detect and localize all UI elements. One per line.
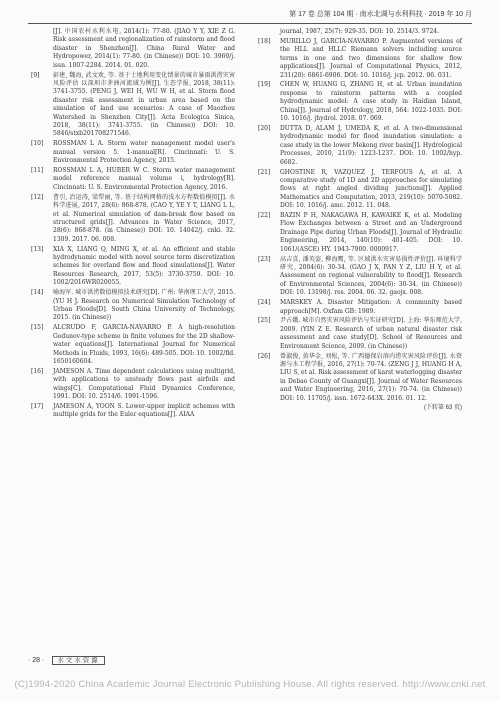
page-number: · 28 · (28, 657, 45, 664)
reference-text: BAZIN P H, NAKAGAWA H, KAWAIKE K, et al. Modeling Flow Exchanges between a Street and an Underground Drainage Pipe during Urban Floods[J]. Journal of Hydraulic Engineering, 2014, 140(10): 401-405. DOI: 10. 1061/(ASCE) HY. 1943-7900. 0000917. (280, 212, 462, 253)
reference-continued-left: [J]. 中国农村水利水电, 2014(1): 77-80. (JIAO Y Y, XIE Z G. Risk assessment and regionalization of rainstorm and flood disaster in Shenzhen[J]. China Rural Water and Hydropower, 2014(1): 77-80. (in Chinese)) DOI: 10. 3969/j. issn. 1007-2284. 2014. 01. 020. (53, 28, 235, 69)
reference-number: [9] (31, 71, 40, 79)
reference-text: MARSKEY A. Disaster Mitigation: A community based approach[M]. Oxfam GB: 1989. (280, 299, 462, 315)
section-label: 水文水资源 (52, 656, 105, 665)
reference-number: [26] (258, 352, 271, 360)
reference-number: [11] (31, 167, 44, 174)
reference-text: 尹占娥. 城市自然灾害风险评估与实证研究[D]. 上海: 华东师范大学, 2009. (YIN Z E. Research of urban natural disaster risk assessment and case study[D]. School of Resources and Environment Science, 2009. (in Chinese)) (280, 317, 462, 350)
reference-text: DUTTA D, ALAM J, UMEDA K, et al. A two-dimensional hydrodynamic model for flood inundation simulation: a case study in the lower Mekong river basin[J]. Hydrological Processes, 2010, 21(9): 1223-1237. DOI: 10. 1002/hyp. 6682. (280, 124, 462, 166)
reference-item (258, 212, 462, 254)
left-reference-list (31, 72, 235, 420)
reference-item (31, 289, 235, 323)
reference-continued-right: journal, 1987, 25(7): 929-35. DOI: 10. 2514/3. 9724. (280, 28, 440, 35)
reference-number: [23] (258, 255, 271, 263)
reference-number: [12] (31, 193, 44, 201)
reference-item (258, 125, 462, 167)
reference-text: ALCRUDO F, GARCIA-NAVARRO P. A high-resolution Godunov-type scheme in finite volumes for the 2D shallow-water equations[J]. International Journal for Numerical Methods in Fluids, 1993, 16(6): 489-505. DOI: 10. 1002/fld. 1650160604. (53, 324, 235, 365)
right-column (258, 28, 462, 413)
copyright-watermark: (C)1994-2020 China Academic Journal Electronic Publishing House. All rights reserved. http://www.cnki.net (14, 679, 486, 690)
reference-number: [19] (258, 81, 271, 89)
reference-text: GHOSTINE R, VAZQUEZ J, TERFOUS A, et al. A comparative study of 1D and 2D approaches for simulating flows at right angled dividing junctions[J]. Applied Mathematics and Computation, 2013, 219(10): 5070-5082. DOI: 10. 1016/j. amc. 2012. 11. 048. (280, 168, 462, 210)
reference-item (258, 169, 462, 211)
reference-number: [16] (31, 367, 44, 375)
reference-number: [21] (258, 168, 271, 176)
reference-text: JAMESON A, YOON S. Lower-upper implicit schemes with multiple grids for the Euler equations[J]. AIAA (53, 402, 235, 419)
reference-item (31, 140, 235, 165)
left-column (31, 28, 235, 421)
reference-item (258, 81, 462, 123)
reference-text: 曹引, 冶运涛, 梁犁丽, 等. 基于结构网格的浅水方程数值模拟[J]. 水科学进展, 2017, 28(6): 868-878. (CAO Y, YE Y T, LIANG L L, et al. Numerical simulation of dam-break flow based on structured grids[J]. Advances in Water Science, 2017, 28(6): 868-878. (in Chinese)) DOI: 10. 14042/j. cnki. 32. 1309. 2017. 06. 008. (53, 193, 235, 243)
reference-item (31, 167, 235, 192)
reference-text: 高吉喜, 潘英姿, 柳海鹰, 等. 区域洪水灾害易损性评价[J]. 环境科学研究, 2004(6): 30-34. (GAO J X, PAN Y Z, LIU H Y, et al. Assessment on regional vulnerability to flood[J]. Research of Environmental Sciences, 2004(6): 30-34. (in Chinese)) DOI: 10. 13198/j. res. 2004. 06. 32. gaojx. 008. (280, 255, 462, 297)
reference-number: [18] (258, 37, 271, 45)
reference-text: 曾淑俊, 黄华金, 刘松, 等. 广西德保岩溶内涝灾害风险评价[J]. 水资源与水工程学报, 2016, 27(1): 70-74. (ZENG J J, HUANG H A, LIU S, et al. Risk assessment of karst waterlogging disaster in Debao County of Guangxi[J]. Journal of Water Resources and Water Engineering, 2016, 27(1): 70-74. (in Chinese)) DOI: 10. 11705/j. issn. 1672-643X. 2016. 01. 12. (280, 352, 462, 402)
reference-item (258, 38, 462, 80)
reference-text: 喻海军. 城市洪涝数值模拟技术研究[D]. 广州: 华南理工大学, 2015. (YU H J. Research on Numerical Simulation Technology of Urban Floods[D]. South China University of Technology, 2015. (in Chinese)) (53, 289, 235, 322)
continued-note: (下转第 63 页) (423, 405, 462, 412)
reference-item (258, 256, 462, 298)
reference-text: ROSSMAN L A, HUBER W C. Storm water management model reference manual volume i, hydrology[R]. Cincinnati: U. S. Environmental Protection Agency, 2016. (53, 167, 235, 191)
reference-item (31, 368, 235, 402)
reference-item (258, 317, 462, 351)
reference-number: [22] (258, 212, 271, 220)
reference-text: CHEN W, HUANG G, ZHANG H, et al. Urban inundation response to rainstorm patterns with a coupled hydrodynamic model: A case study in Haidian Island, China[J]. Journal of Hydrology, 2018, 564: 1022-1035. DOI: 10. 1016/j. jhydrol. 2018. 07. 069. (280, 81, 462, 123)
reference-number: [17] (31, 402, 44, 410)
reference-number: [20] (258, 124, 271, 132)
reference-text: JAMESON A. Time dependent calculations using multigrid, with applications to unsteady flows past airfoils and wings[C]. Computational Fluid Dynamics Conference, 1991. DOI: 10. 2514/6. 1991-1596. (53, 367, 235, 401)
reference-item (31, 246, 235, 288)
reference-item (31, 324, 235, 366)
right-reference-list (258, 38, 462, 403)
reference-number: [25] (258, 317, 271, 325)
reference-item (31, 194, 235, 244)
page-footer (28, 655, 105, 664)
reference-text: 彭建, 魏海, 武文欢, 等. 基于土地利用变化情景的城市暴雨洪涝灾害风险评估 以深圳市茅洲河流域为例[J]. 生态学报, 2018, 38(11): 3741-3755. (PENG J, WEI H, WU W H, et al. Storm flood disaster risk assessment in urban area based on the simulation of land use scenarios: A case of Maozhou Watershed in Shenzhen City[J]. Acta Ecologica Sinica, 2018, 38(11): 3741-3755. (in Chinese)) DOI: 10. 5846/stxb201708271546. (53, 71, 235, 138)
reference-text: MURILLO J, GARCÍA-NAVARRO P. Augmented versions of the HLL and HLLC Riemann solvers including source terms in one and two dimensions for shallow flow applications[J]. Journal of Computational Physics, 2012, 231(20): 6861-6906. DOI: 10. 1016/j. jcp. 2012. 06. 031. (280, 37, 462, 79)
reference-item (31, 403, 235, 420)
running-header (28, 9, 472, 24)
reference-item (258, 299, 462, 316)
reference-number: [14] (31, 289, 44, 297)
reference-text: ROSSMAN L A. Storm water management model user's manual version 5. 1-manual[R]. Cincinnati: U. S. Environmental Protection Agency, 2015. (53, 140, 235, 165)
reference-number: [13] (31, 245, 44, 253)
reference-number: [10] (31, 140, 44, 148)
header-text: 第 17 卷 总第 104 期 · 南水北调与水利科技 · 2019 年 10 月 (289, 11, 472, 18)
reference-text: XIA X, LIANG Q, MING X, et al. An efficient and stable hydrodynamic model with novel source term discretization schemes for overland flow and flood simulations[J]. Water Resources Research, 2017, 53(5): 3730-3759. DOI: 10. 1002/2016WR020055. (53, 245, 235, 287)
reference-item (258, 353, 462, 403)
reference-item (31, 72, 235, 139)
reference-number: [24] (258, 299, 271, 307)
reference-number: [15] (31, 324, 44, 332)
